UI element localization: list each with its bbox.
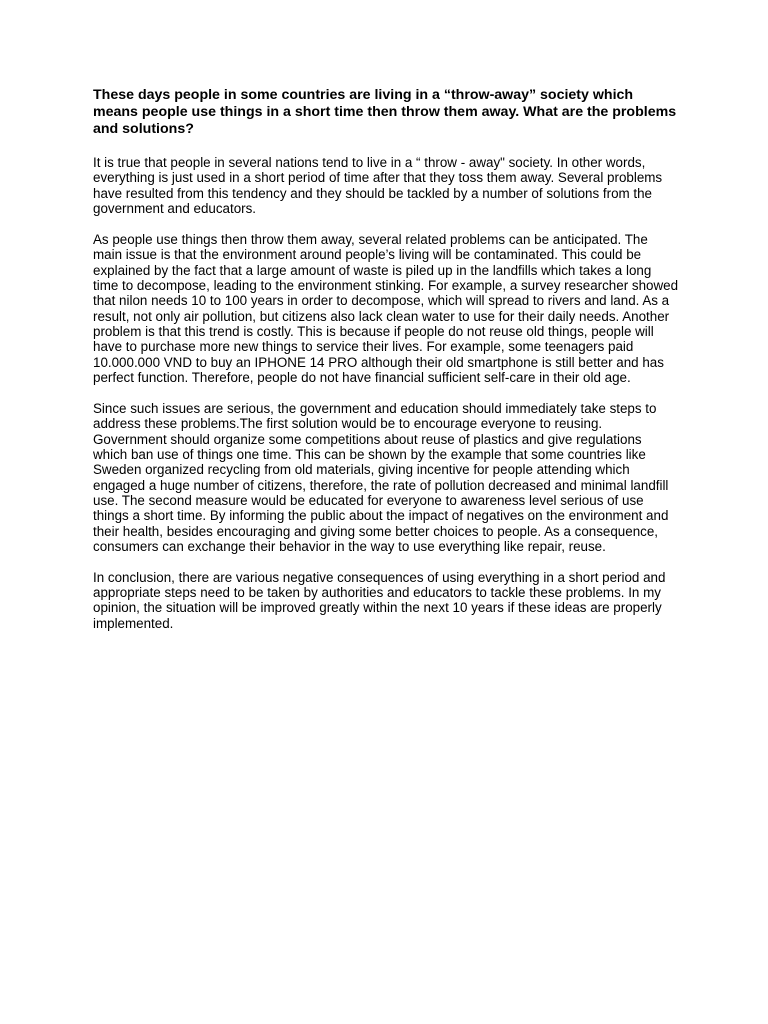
conclusion-paragraph: In conclusion, there are various negative consequences of using everything in a short period and appropriate steps need to be taken by authorities and educators to tackle these problems. In my opinion, the situation will be improved greatly within the next 10 years if these ideas are properly implemented. bbox=[93, 569, 666, 631]
solutions-paragraph: Since such issues are serious, the government and education should immediately take steps to address these problems.The first solution would be to encourage everyone to reusing. Government should organize some competitions about reuse of plastics and give regulations which ban use of things one time. This can be shown by the example that some countries like Sweden organized recycling from old materials, giving incentive for people attending which engaged a huge number of citizens, therefore, the rate of pollution decreased and minimal landfill use. The second measure would be educated for everyone to awareness level serious of use things a short time. By informing the public about the impact of negatives on the environment and their health, besides encouraging and giving some better choices to people. As a consequence, consumers can exchange their behavior in the way to use everything like repair, reuse. bbox=[93, 400, 669, 554]
essay-title: These days people in some countries are living in a “throw-away” society which means people use things in a short time then throw them away. What are the problems and solutions? bbox=[93, 87, 677, 137]
problems-paragraph: As people use things then throw them away, several related problems can be anticipated. The main issue is that the environment around people’s living will be contaminated. This could be explained by the fact that a large amount of waste is piled up in the landfills which takes a long time to decompose, leading to the environment stinking. For example, a survey researcher showed that nilon needs 10 to 100 years in order to decompose, which will spread to rivers and land. As a result, not only air pollution, but citizens also lack clean water to use for their daily needs. Another problem is that this trend is costly. This is because if people do not reuse old things, people will have to purchase more new things to service their lives. For example, some teenagers paid 10.000.000 VND to buy an IPHONE 14 PRO although their old smartphone is still better and has perfect function. Therefore, people do not have financial sufficient self-care in their old age. bbox=[93, 231, 679, 385]
intro-paragraph: It is true that people in several nations tend to live in a “ throw - away" society. In other words, everything is just used in a short period of time after that they toss them away. Several problems have resulted from this tendency and they should be tackled by a number of solutions from the government and educators. bbox=[93, 155, 663, 217]
essay-body bbox=[93, 87, 679, 647]
